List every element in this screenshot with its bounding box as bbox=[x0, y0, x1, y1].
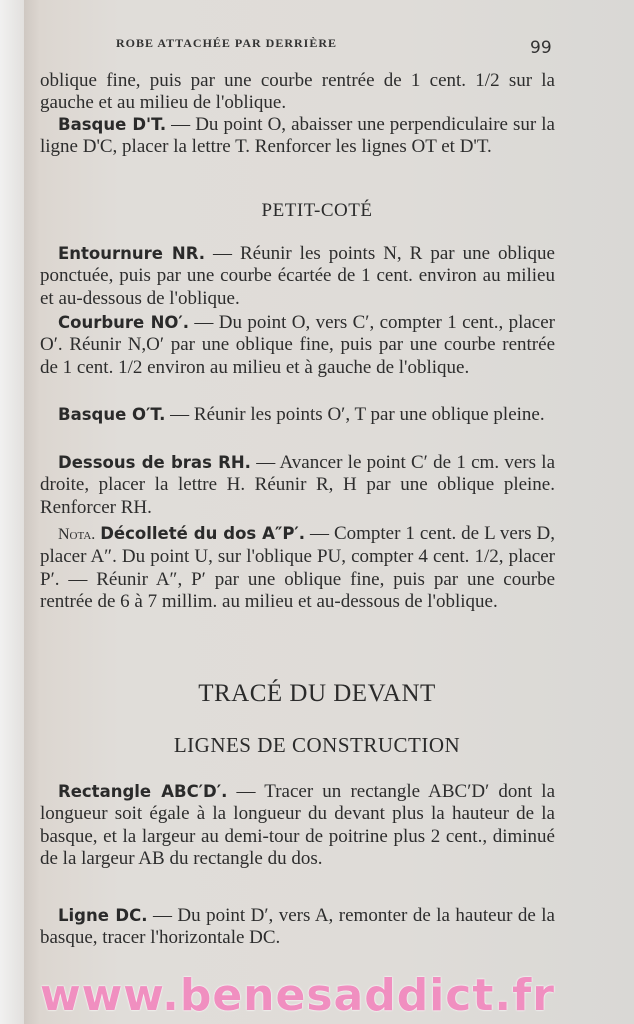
paragraph-nota-decollete bbox=[40, 523, 555, 613]
paragraph-label: Courbure NO′. bbox=[58, 313, 190, 332]
section-title-trace-du-devant: TRACÉ DU DEVANT bbox=[198, 680, 436, 707]
paragraph-label: Basque O′T. bbox=[58, 405, 166, 424]
paragraph-ligne-dc bbox=[40, 905, 555, 950]
paragraph-text: — Du point D′, vers A, remonter de la hauteur de la basque, tracer l'horizontale DC. bbox=[40, 905, 555, 949]
paragraph-continuation: oblique fine, puis par une courbe rentrée de 1 cent. 1/2 sur la gauche et au milieu de l'oblique. bbox=[40, 70, 555, 114]
paragraph-label: Basque D'T. bbox=[58, 115, 167, 134]
section-title-petit-cote: PETIT-COTÉ bbox=[261, 200, 373, 221]
paragraph-text: — Réunir les points O′, T par une oblique pleine. bbox=[165, 404, 545, 425]
paragraph-rectangle bbox=[40, 781, 555, 870]
paragraph-text: — Du point O, abaisser une perpendiculaire sur la ligne D'C, placer la lettre T. Renforcer les lignes OT et D'T. bbox=[40, 114, 555, 158]
paragraph-text: — Réunir les points N, R par une oblique ponctuée, puis par une courbe écartée de 1 cent. environ au milieu et au-dessous de l'oblique. bbox=[40, 243, 555, 309]
page-number: 99 bbox=[530, 38, 552, 58]
paragraph-label: Ligne DC. bbox=[58, 906, 148, 925]
book-gutter bbox=[0, 0, 24, 1024]
nota-prefix: Nota. bbox=[58, 526, 96, 543]
paragraph-entournure bbox=[40, 243, 555, 310]
paragraph-dessous-de-bras bbox=[40, 452, 555, 519]
paragraph-label: Rectangle ABC′D′. bbox=[58, 782, 228, 801]
running-head: ROBE ATTACHÉE PAR DERRIÈRE bbox=[116, 36, 338, 50]
paragraph-text: — Du point O, vers C′, compter 1 cent., placer O′. Réunir N,O′ par une oblique fine, puis par une courbe rentrée de 1 cent. 1/2 environ au milieu et à gauche de l'oblique. bbox=[40, 312, 555, 378]
paragraph-text: — Avancer le point C′ de 1 cm. vers la droite, placer la lettre H. Réunir R, H par une oblique pleine. Renforcer RH. bbox=[40, 452, 556, 518]
paragraph-basque-ot bbox=[40, 404, 555, 426]
section-subtitle-lignes-de-construction: LIGNES DE CONSTRUCTION bbox=[173, 733, 461, 757]
paragraph-text: — Tracer un rectangle ABC′D′ dont la longueur soit égale à la longueur du devant plus la hauteur de la basque, et la largeur au demi-tour de poitrine plus 2 cent., diminué de la largeur AB du rectangle du dos. bbox=[40, 781, 555, 869]
paragraph-courbure bbox=[40, 312, 555, 379]
paragraph-label: Entournure NR. bbox=[58, 244, 206, 263]
paragraph-basque-dt bbox=[40, 114, 555, 159]
paragraph-label: Décolleté du dos A″P′. bbox=[100, 524, 306, 543]
watermark-url: www.benesaddict.fr bbox=[40, 970, 555, 1021]
paragraph-text: — Compter 1 cent. de L vers D, placer A″. Du point U, sur l'oblique PU, compter 4 cent. 1/2, placer P′. — Réunir A″, P′ par une oblique fine, puis par une courbe rentrée de 6 à 7 millim. au milieu et au-dessous de l'oblique. bbox=[40, 523, 555, 612]
paragraph-label: Dessous de bras RH. bbox=[58, 453, 251, 472]
